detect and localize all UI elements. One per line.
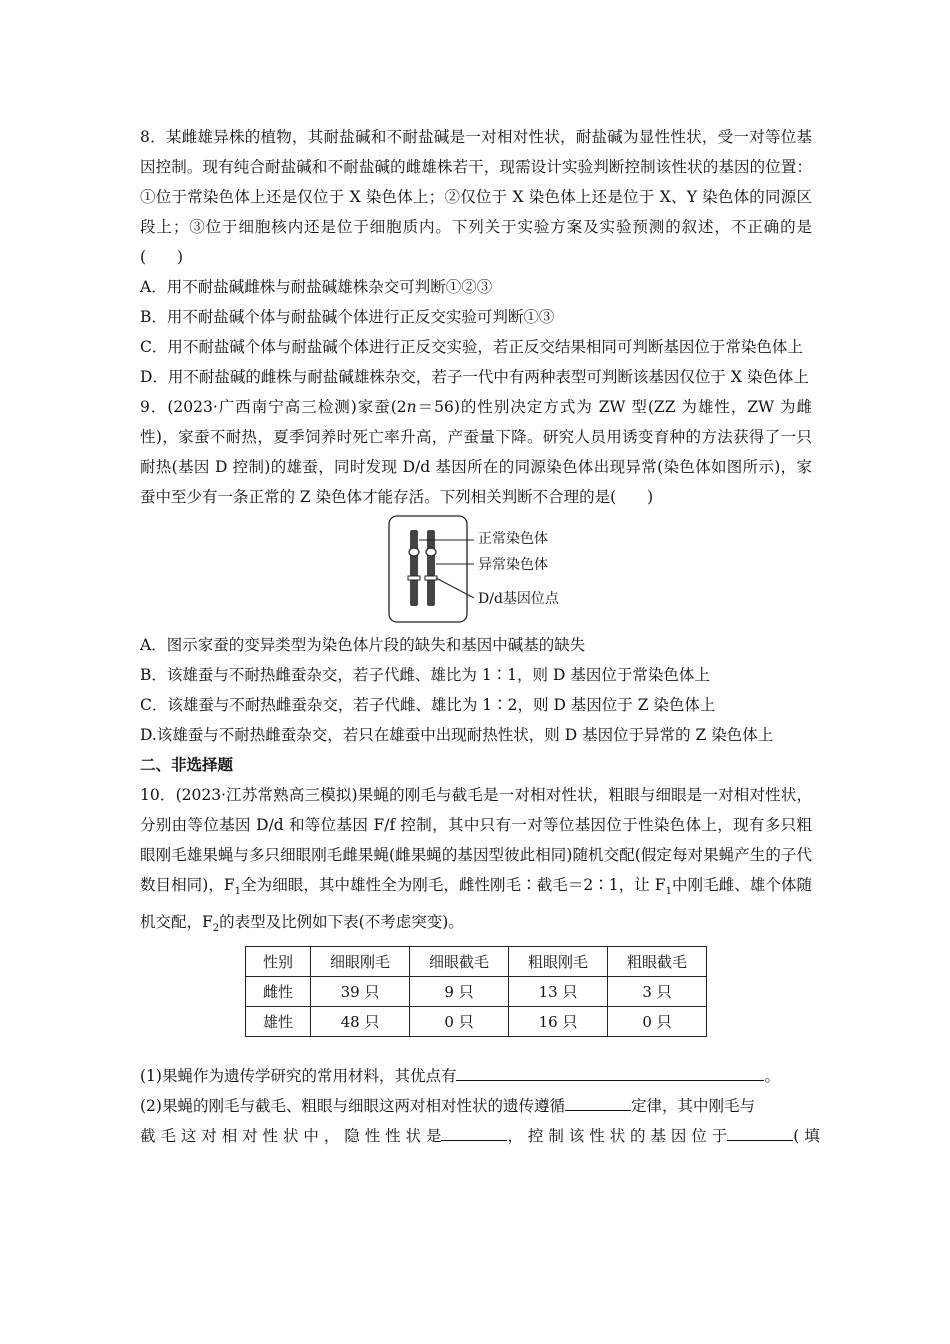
answer-blank[interactable] bbox=[727, 1122, 793, 1141]
section-title: 二、非选择题 bbox=[140, 755, 234, 774]
q10-sub-question-2-line2 bbox=[140, 1121, 820, 1151]
abnormal-chromosome bbox=[427, 530, 435, 606]
q9-option-a: A．图示家蚕的变异类型为染色体片段的缺失和基因中碱基的缺失 bbox=[140, 636, 586, 654]
q9-stem bbox=[140, 392, 812, 512]
q10-sub2-part2: 定律，其中刚毛与 bbox=[630, 1097, 755, 1116]
q8-option-a: A．用不耐盐碱雌株与耐盐碱雄株杂交可判断①②③ bbox=[140, 278, 493, 296]
q10-stem bbox=[140, 780, 812, 944]
q10-sub1-text: (1)果蝇作为遗传学研究的常用材料，其优点有 bbox=[140, 1067, 457, 1086]
q10-sub2-part1: (2)果蝇的刚毛与截毛、粗眼与细眼这两对相对性状的遗传遵循 bbox=[140, 1097, 565, 1116]
table-cell: 39 只 bbox=[311, 977, 410, 1007]
q10-stem-part2: 全为细眼，其中雄性全为刚毛，雌性刚毛∶截毛＝2∶1，让 F bbox=[241, 876, 666, 894]
answer-blank[interactable] bbox=[565, 1092, 631, 1111]
gene-locus-band-left bbox=[408, 576, 420, 580]
q10-sub2: 1 bbox=[665, 886, 672, 898]
q10-sub1-end: 。 bbox=[764, 1067, 780, 1086]
q10-sub-question-1 bbox=[140, 1061, 812, 1091]
table-cell: 0 只 bbox=[410, 1007, 509, 1037]
table-cell: 0 只 bbox=[608, 1007, 707, 1037]
table-cell: 13 只 bbox=[509, 977, 608, 1007]
table-cell: 48 只 bbox=[311, 1007, 410, 1037]
label-gene-locus: D/d基因位点 bbox=[478, 591, 559, 607]
chromosome-diagram bbox=[386, 514, 716, 626]
q10-sub-question-2 bbox=[140, 1091, 812, 1121]
q9-option-d: D.该雄蚕与不耐热雌蚕杂交，若只在雄蚕中出现耐热性状，则 D 基因位于异常的 Z 染色体上 bbox=[140, 726, 774, 744]
q9-stem-prefix: 9．(2023·广西南宁高三检测)家蚕(2 bbox=[140, 398, 407, 416]
q8-stem: 8．某雌雄异株的植物，其耐盐碱和不耐盐碱是一对相对性状，耐盐碱为显性性状，受一对等位基因控制。现有纯合耐盐碱和不耐盐碱的雌雄株若干，现需设计实验判断控制该性状的基因的位置：①位于常染色体上还是仅位于 X 染色体上；②仅位于 X 染色体上还是位于 X、Y 染色体的同源区段上；③位于细胞核内还是位于细胞质内。下列关于实验方案及实验预测的叙述，不正确的是( ) bbox=[140, 128, 812, 266]
table-cell: 雄性 bbox=[246, 1007, 311, 1037]
q10-stem-part3: 中刚毛雌、雄个体随机交配，F bbox=[140, 876, 812, 932]
table-header: 粗眼截毛 bbox=[608, 947, 707, 977]
q10-sub1: 1 bbox=[234, 886, 242, 898]
q9-option-c: C．该雄蚕与不耐热雌蚕杂交，若子代雌、雄比为 1∶2，则 D 基因位于 Z 染色体上 bbox=[140, 696, 716, 714]
table-header: 性别 bbox=[246, 947, 311, 977]
label-abnormal-chromosome: 异常染色体 bbox=[478, 557, 548, 573]
q9-option-b: B．该雄蚕与不耐热雌蚕杂交，若子代雌、雄比为 1∶1，则 D 基因位于常染色体上 bbox=[140, 666, 710, 684]
q8-option-b: B．用不耐盐碱个体与耐盐碱个体进行正反交实验可判断①③ bbox=[140, 308, 555, 326]
q10-stem-part1: 10．(2023·江苏常熟高三模拟)果蝇的刚毛与截毛是一对相对性状，粗眼与细眼是一对相对性状，分别由等位基因 D/d 和等位基因 F/f 控制，其中只有一对等位基因位于性染色体上，现有多只粗眼刚毛雄果蝇与多只细眼刚毛雌果蝇(雌果蝇的基因型彼此相同)随机交配(假定每对果蝇产生的子代数目相同)，F bbox=[140, 786, 812, 894]
q10-sub2-line2-part3: ( 填 bbox=[793, 1127, 820, 1146]
q9-stem-italic: n bbox=[406, 398, 417, 416]
normal-chromosome bbox=[410, 530, 418, 606]
table-cell: 16 只 bbox=[509, 1007, 608, 1037]
table-header: 细眼刚毛 bbox=[311, 947, 410, 977]
table-row bbox=[246, 1007, 707, 1037]
table-cell: 雌性 bbox=[246, 977, 311, 1007]
gene-locus-band-right bbox=[425, 576, 437, 580]
table-cell: 9 只 bbox=[410, 977, 509, 1007]
table-header: 粗眼刚毛 bbox=[509, 947, 608, 977]
chromosome-figure bbox=[140, 514, 812, 626]
table-header: 细眼截毛 bbox=[410, 947, 509, 977]
exam-page bbox=[140, 122, 820, 1151]
q9-stem-rest: ＝56)的性别决定方式为 ZW 型(ZZ 为雄性，ZW 为雌性)，家蚕不耐热，夏季饲养时死亡率升高，产蚕量下降。研究人员用诱变育种的方法获得了一只耐热(基因 D 控制)的雄蚕，同时发现 D/d 基因所在的同源染色体出现异常(染色体如图所示)，家蚕中至少有一条正常的 Z 染色体才能存活。下列相关判断不合理的是( ) bbox=[140, 398, 813, 506]
label-normal-chromosome: 正常染色体 bbox=[478, 531, 548, 547]
q10-sub3: 2 bbox=[212, 923, 220, 935]
q10-sub2-line2-part1: 截 毛 这 对 相 对 性 状 中 ， 隐 性 性 状 是 bbox=[140, 1127, 442, 1146]
table-cell: 3 只 bbox=[608, 977, 707, 1007]
table-header-row bbox=[246, 947, 707, 977]
f2-phenotype-table bbox=[245, 946, 707, 1037]
q10-stem-part4: 的表型及比例如下表(不考虑突变)。 bbox=[219, 913, 464, 932]
table-row bbox=[246, 977, 707, 1007]
answer-blank[interactable] bbox=[456, 1062, 764, 1081]
q8-option-c: C．用不耐盐碱个体与耐盐碱个体进行正反交实验，若正反交结果相同可判断基因位于常染色体上 bbox=[140, 338, 803, 356]
answer-blank[interactable] bbox=[441, 1122, 507, 1141]
q10-sub2-line2-part2: ， 控 制 该 性 状 的 基 因 位 于 bbox=[507, 1127, 728, 1146]
q8-option-d: D．用不耐盐碱的雌株与耐盐碱雄株杂交，若子一代中有两种表型可判断该基因仅位于 X 染色体上 bbox=[140, 368, 809, 386]
